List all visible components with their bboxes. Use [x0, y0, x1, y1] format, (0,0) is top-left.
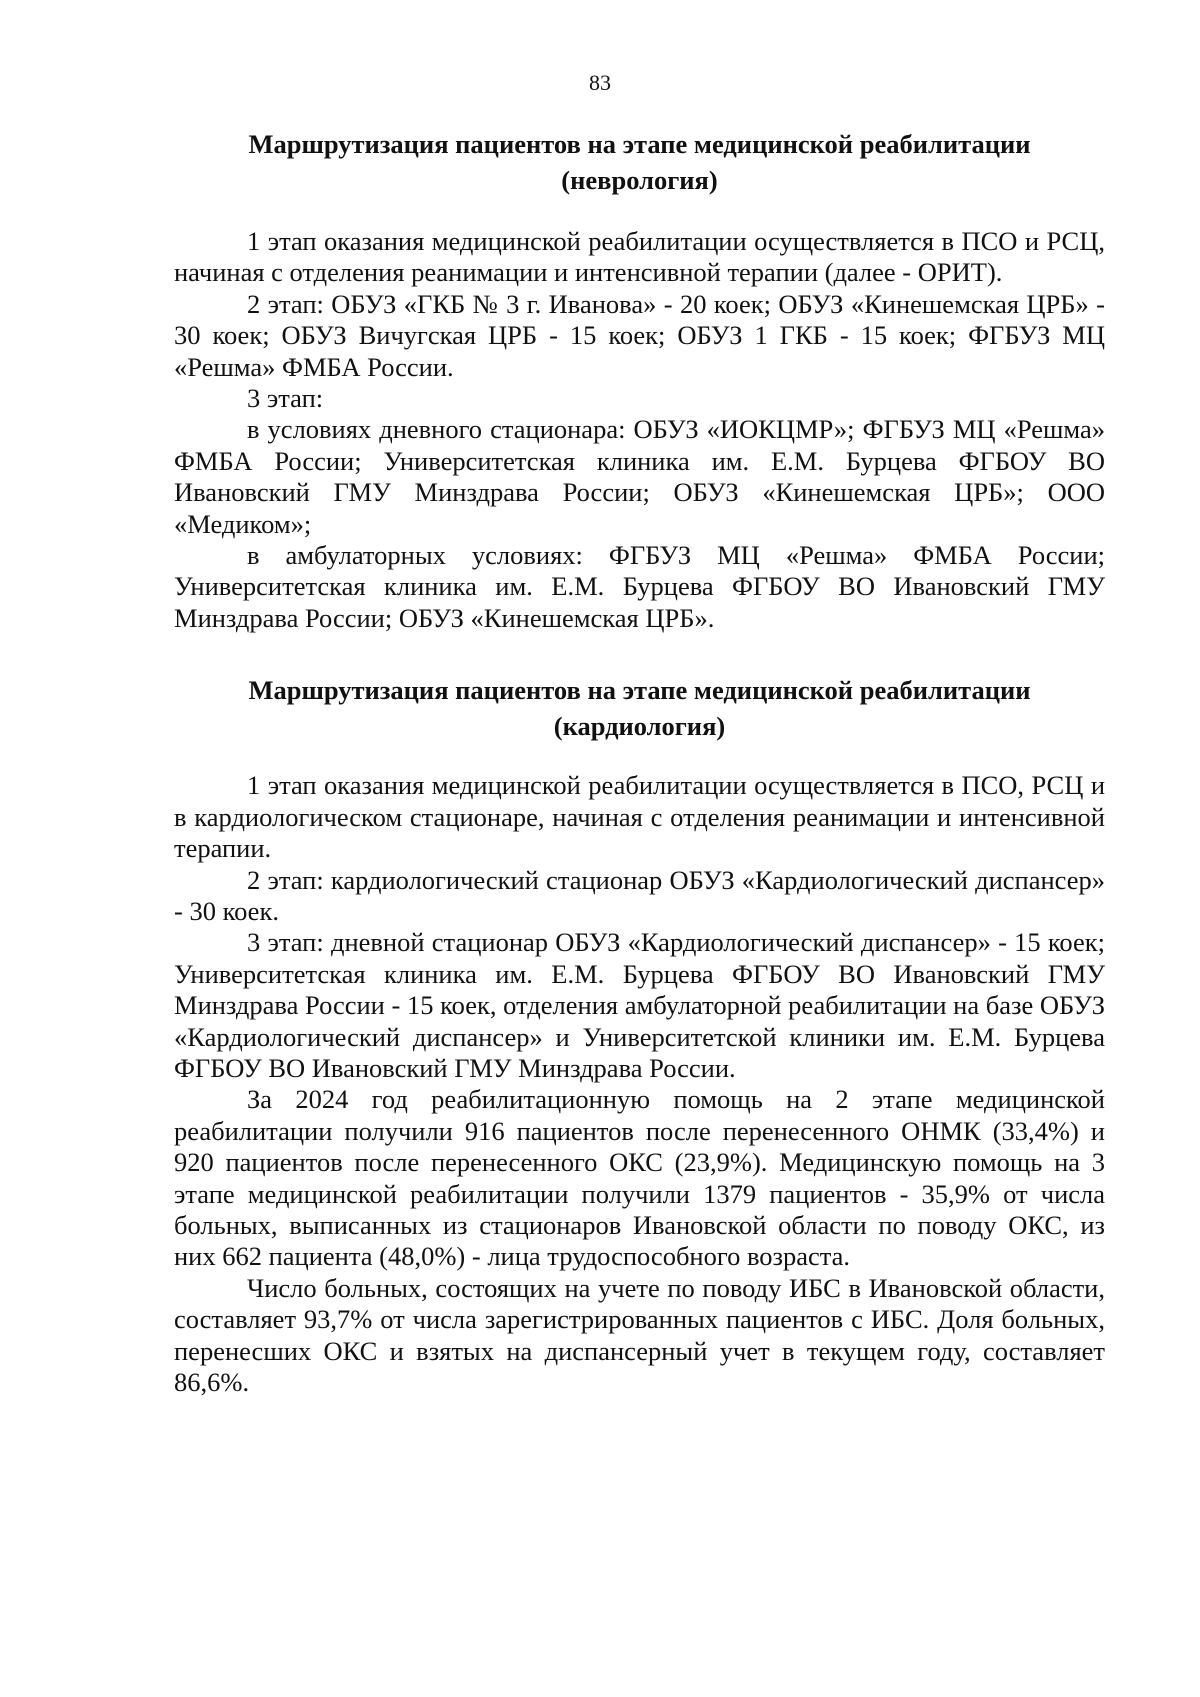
section-heading-subtitle: (кардиология) — [553, 711, 726, 742]
section-heading-line: Маршрутизация пациентов на этапе медицинской реабилитации — [248, 129, 1031, 159]
page-content — [174, 126, 1105, 1398]
paragraph: За 2024 год реабилитационную помощь на 2 этапе медицинской реабилитации получили 916 пациентов после перенесенного ОНМК (33,4%) и 920 пациентов после перенесенного ОКС (23,9%). Медицинскую помощь на 3 этапе медицинской реабилитации получили 1379 пациентов - 35,9% от числа больных, выписанных из стационаров Ивановской области по поводу ОКС, из них 662 пациента (48,0%) - лица трудоспособного возраста. — [174, 1084, 1105, 1272]
paragraph: в амбулаторных условиях: ФГБУЗ МЦ «Решма» ФМБА России; Университетская клиника им. Е.М. Бурцева ФГБОУ ВО Ивановский ГМУ Минздрава России; ОБУЗ «Кинешемская ЦРБ». — [174, 540, 1105, 633]
paragraph: 1 этап оказания медицинской реабилитации осуществляется в ПСО, РСЦ и в кардиологическом стационаре, начиная с отделения реанимации и интенсивной терапии. — [174, 770, 1105, 864]
paragraph: в условиях дневного стационара: ОБУЗ «ИОКЦМР»; ФГБУЗ МЦ «Решма» ФМБА России; Университетская клиника им. Е.М. Бурцева ФГБОУ ВО Ивановский ГМУ Минздрава России; ОБУЗ «Кинешемская ЦРБ»; ООО «Медиком»; — [174, 414, 1105, 539]
paragraph: 3 этап: дневной стационар ОБУЗ «Кардиологический диспансер» - 15 коек; Университетская клиника им. Е.М. Бурцева ФГБОУ ВО Ивановский ГМУ Минздрава России - 15 коек, отделения амбулаторной реабилитации на базе ОБУЗ «Кардиологический диспансер» и Университетской клиники им. Е.М. Бурцева ФГБОУ ВО Ивановский ГМУ Минздрава России. — [174, 927, 1105, 1083]
paragraph: 3 этап: — [247, 383, 324, 414]
paragraph: 2 этап: ОБУЗ «ГКБ № 3 г. Иванова» - 20 коек; ОБУЗ «Кинешемская ЦРБ» - 30 коек; ОБУЗ Вичугская ЦРБ - 15 коек; ОБУЗ 1 ГКБ - 15 коек; ФГБУЗ МЦ «Решма» ФМБА России. — [174, 288, 1105, 382]
paragraph: 2 этап: кардиологический стационар ОБУЗ «Кардиологический диспансер» - 30 коек. — [174, 864, 1105, 926]
paragraph: 1 этап оказания медицинской реабилитации осуществляется в ПСО и РСЦ, начиная с отделения реанимации и интенсивной терапии (далее - ОРИТ). — [174, 226, 1105, 288]
section-heading-line: Маршрутизация пациентов на этапе медицинской реабилитации — [248, 675, 1031, 706]
paragraph: Число больных, состоящих на учете по поводу ИБС в Ивановской области, составляет 93,7% от числа зарегистрированных пациентов с ИБС. Доля больных, перенесших ОКС и взятых на диспансерный учет в текущем году, составляет 86,6%. — [174, 1272, 1105, 1397]
section-heading-subtitle: (неврология) — [561, 165, 718, 195]
page-number: 83 — [589, 70, 611, 95]
section-heading-cardiology — [174, 672, 1105, 744]
section-heading-neurology — [174, 126, 1105, 198]
